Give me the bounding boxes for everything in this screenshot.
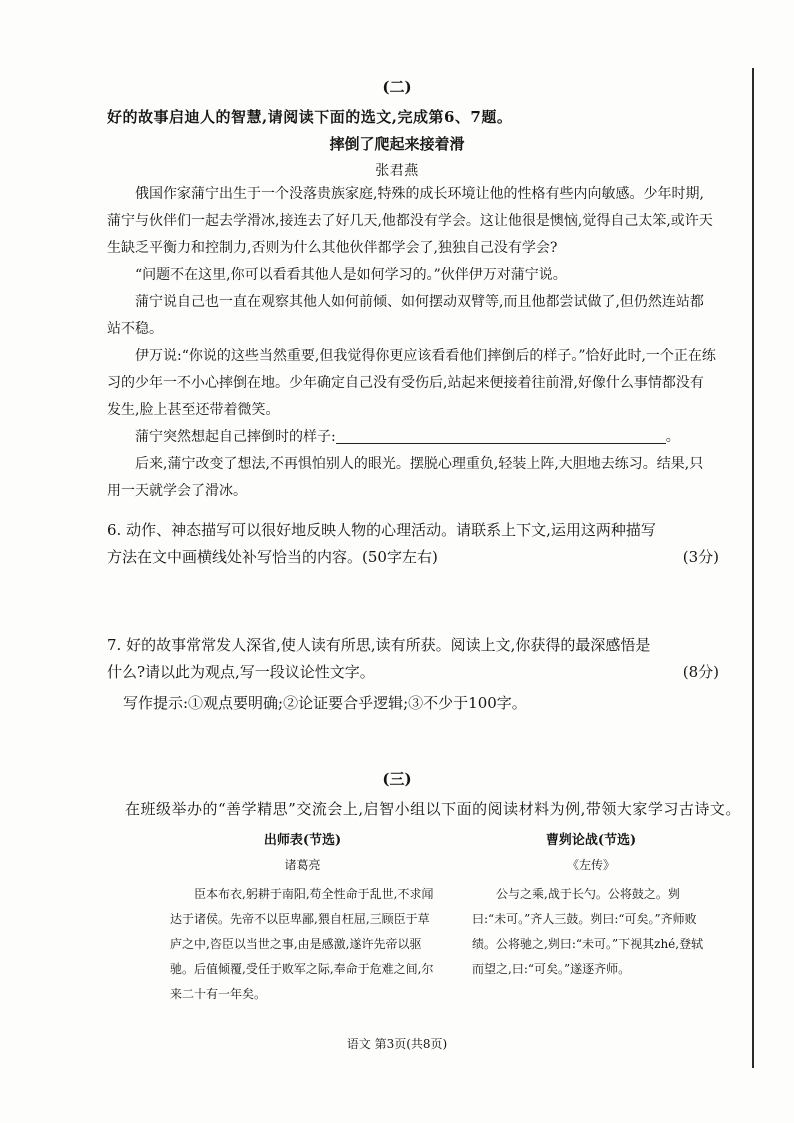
- passage-left-text: 臣本布衣,躬耕于南阳,苟全性命于乱世,不求闻达于诸侯。先帝不以臣卑鄙,猥自枉屈,三顾臣于草庐之中,咨臣以当世之事,由是感激,遂许先帝以驱驰。后值倾覆,受任于败军之际,奉命于危难之间,尔来二十有一年矣。: [170, 887, 434, 1001]
- question-7-text: 7. 好的故事常常发人深省,使人读有所思,读有所获。阅读上文,你获得的最深感悟是什么?请以此为观点,写一段议论性文字。: [107, 636, 651, 681]
- fill-blank-suffix: 。: [665, 429, 680, 445]
- article-paragraph: 伊万说:“你说的这些当然重要,但我觉得你更应该看看他们摔倒后的样子。”恰好此时,一个正在练习的少年一不小心摔倒在地。少年确定自己没有受伤后,站起来便接着往前滑,好像什么事情都没有发生,脸上甚至还带着微笑。: [107, 348, 716, 418]
- passage-right-title: 曹刿论战(节选): [545, 833, 637, 848]
- question-7: [107, 632, 719, 717]
- section-2-intro: 好的故事启迪人的智慧,请阅读下面的选文,完成第6、7题。: [107, 108, 513, 126]
- passage-left-title: 出师表(节选): [263, 833, 342, 848]
- page-footer: 语文 第3页(共8页): [346, 1037, 448, 1051]
- fill-blank-line: [107, 424, 717, 451]
- section-3-label: (三): [382, 770, 412, 788]
- section-3-intro: 在班级举办的“善学精思”交流会上,启智小组以下面的阅读材料为例,带领大家学习古诗文。: [125, 800, 741, 818]
- writing-tip: 写作提示:①观点要明确;②论证要合乎逻辑;③不少于100字。: [123, 694, 527, 712]
- section-2-label: (二): [382, 78, 412, 96]
- answer-blank[interactable]: [336, 431, 666, 444]
- passage-right-author: 《左传》: [566, 858, 615, 872]
- article-title: 摔倒了爬起来接着滑: [329, 135, 465, 153]
- article-body: [107, 181, 717, 505]
- question-7-score: (8分): [682, 663, 719, 681]
- question-6-text: 6. 动作、神态描写可以很好地反映人物的心理活动。请联系上下文,运用这两种描写方法在文中画横线处补写恰当的内容。(50字左右): [107, 521, 656, 566]
- article-paragraph: 蒲宁说自己也一直在观察其他人如何前倾、如何摆动双臂等,而且他都尝试做了,但仍然连站都站不稳。: [107, 294, 704, 337]
- binding-line: [752, 68, 754, 1068]
- article-paragraph: 后来,蒲宁改变了想法,不再惧怕别人的眼光。摆脱心理重负,轻装上阵,大胆地去练习。结果,只用一天就学会了滑冰。: [107, 456, 704, 499]
- question-6: [107, 517, 719, 571]
- article-paragraph: “问题不在这里,你可以看看其他人是如何学习的。”伙伴伊万对蒲宁说。: [135, 267, 567, 283]
- fill-blank-prefix: 蒲宁突然想起自己摔倒时的样子:: [135, 429, 336, 445]
- passage-left: [170, 828, 435, 1007]
- article-paragraph: 俄国作家蒲宁出生于一个没落贵族家庭,特殊的成长环境让他的性格有些内向敏感。少年时期,蒲宁与伙伴们一起去学滑冰,接连去了好几天,他都没有学会。这让他很是懊恼,觉得自己太笨,或许天生缺乏平衡力和控制力,否则为什么其他伙伴都学会了,独独自己没有学会?: [107, 186, 713, 256]
- passage-right: [472, 828, 710, 982]
- passage-right-text: 公与之乘,战于长勺。公将鼓之。刿曰:“未可。”齐人三鼓。刿曰:“可矣。”齐师败绩。公将驰之,刿曰:“未可。”下视其zhé,登轼而望之,曰:“可矣。”遂逐齐师。: [472, 887, 704, 976]
- question-6-score: (3分): [682, 548, 719, 566]
- article-author: 张君燕: [375, 163, 419, 179]
- passage-left-author: 诸葛亮: [284, 858, 321, 872]
